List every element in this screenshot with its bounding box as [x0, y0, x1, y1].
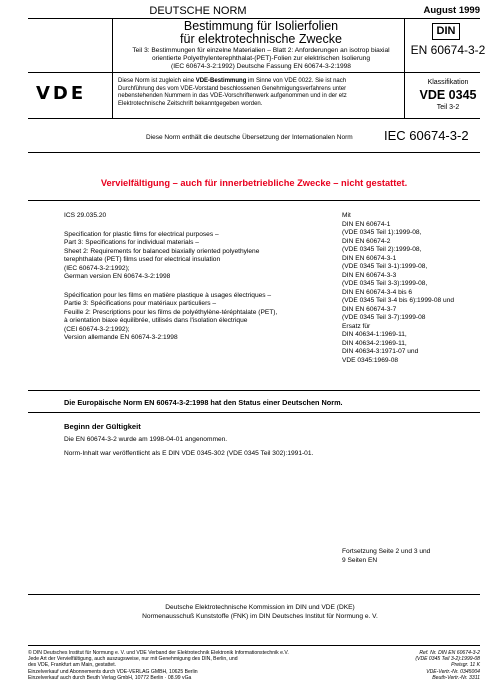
continuation-line: Fortsetzung Seite 2 und 3 und	[342, 548, 431, 555]
validity-heading: Beginn der Gültigkeit	[64, 422, 141, 431]
din-logo: DIN	[432, 23, 460, 40]
footer-ref-line: (VDE 0345 Teil 3-2):1999-08	[415, 656, 480, 663]
committee-line-2: Normenausschuß Kunststoffe (FNK) im DIN Deutsches Institut für Normung e. V.	[142, 612, 378, 620]
footer-line: Einzelverkauf und Abonnements durch VDE-VERLAG GMBH, 10625 Berlin	[28, 668, 198, 675]
replacement-line: (VDE 0345 Teil 1):1999-08,	[342, 229, 422, 236]
title-line-1: Bestimmung für Isolierfolien	[183, 19, 339, 33]
english-line: terephthalate (PET) films used for electrical insulation	[64, 256, 221, 263]
french-line: (CEI 60674-3-2:1992);	[64, 325, 130, 333]
subtitle-line-2: orientierte Polyethylenterephthalat-(PET)-Folien zur elektrischen Isolierung	[151, 55, 371, 62]
replacement-line: DIN EN 60674-3-1	[342, 254, 397, 262]
footer-line: © DIN Deutsches Institut für Normung e. V. und VDE Verband der Elektrotechnik Elektronik Informationstechnik e.V.	[28, 650, 289, 656]
replacement-line: DIN 40634-3:1971-07 und	[342, 348, 419, 355]
committee-block	[100, 604, 420, 621]
validity-line-1: Die EN 60674-3-2 wurde am 1998-04-01 angenommen.	[64, 436, 228, 443]
vde-note-line-3: nebenstehenden Nummern in das VDE-Vorschriftenwerk aufgenommen und in der etz	[118, 93, 347, 100]
vde-note-line-4: Elektrotechnische Zeitschrift bekanntgegeben worden.	[118, 100, 263, 107]
replacement-line: DIN EN 60674-2	[342, 237, 391, 245]
vde-note	[118, 78, 400, 108]
vde-bottom-rule	[28, 118, 480, 119]
subtitle	[118, 47, 404, 71]
title-divider-right	[404, 18, 405, 118]
english-line: Part 3: Specifications for individual materials –	[64, 239, 199, 246]
iec-number: IEC 60674-3-2	[384, 128, 469, 143]
footer-top-rule	[28, 645, 480, 646]
committee-top-rule	[28, 594, 480, 595]
title-divider-left	[112, 18, 113, 118]
replacement-line: (VDE 0345 Teil 3-3):1999-08,	[342, 280, 428, 287]
french-line: Spécification pour les films en matière plastique à usages électriques –	[64, 291, 272, 299]
replacement-line: DIN 40634-2:1969-11,	[342, 339, 407, 347]
subtitle-line-3: (IEC 60674-3-2:1992) Deutsche Fassung EN 60674-3-2:1998	[171, 63, 351, 70]
english-title	[64, 231, 334, 282]
replacement-line: (VDE 0345 Teil 2):1999-08,	[342, 246, 422, 253]
replacement-line: (VDE 0345 Teil 3-1):1999-08,	[342, 263, 428, 270]
vde-note-pre: Diese Norm ist zugleich eine	[118, 78, 196, 84]
replacement-line: DIN EN 60674-3-3	[342, 271, 397, 279]
french-line: Version allemande EN 60674-3-2:1998	[64, 334, 178, 341]
title-block	[118, 20, 404, 71]
warning-bottom-rule	[28, 200, 480, 201]
footer-ref-line: Ref. Nr. DIN EN 60674-3-2	[419, 650, 480, 656]
replacement-line: DIN EN 60674-3-7	[342, 305, 397, 313]
footer-copyright	[28, 650, 289, 681]
content-bottom-rule	[28, 390, 480, 391]
subtitle-line-1: Teil 3: Bestimmungen für einzelne Materialien – Blatt 2: Anforderungen an isotrop biaxial	[132, 47, 390, 54]
left-column	[64, 212, 334, 353]
footer-ref-line: VDE-Vertr.-Nr. 0345004	[426, 668, 480, 675]
replacement-line: DIN 40634-1:1969-11,	[342, 331, 407, 338]
vde-logo: VDE	[36, 83, 87, 104]
continuation-note	[342, 548, 430, 565]
title-line-2: für elektrotechnische Zwecke	[180, 32, 342, 46]
right-column-replacements	[342, 212, 482, 365]
french-line: Partie 3: Spécifications pour matériaux particuliers –	[64, 300, 217, 307]
english-line: Sheet 2: Requirements for balanced biaxially oriented polyethylene	[64, 247, 260, 255]
replacement-line: (VDE 0345 Teil 3-7):1999-08	[342, 314, 426, 321]
vde-note-post: im Sinne von VDE 0022. Sie ist nach	[246, 78, 347, 84]
klassifikation-number: VDE 0345	[419, 88, 477, 102]
klassifikation-teil: Teil 3-2	[436, 104, 460, 111]
french-title	[64, 292, 334, 343]
status-statement: Die Europäische Norm EN 60674-3-2:1998 hat den Status einer Deutschen Norm.	[64, 398, 343, 407]
footer-line: Einzelverkauf auch durch Beuth Verlag GmbH, 10772 Berlin · 08.99 vGa	[28, 674, 192, 681]
title-bottom-rule	[28, 72, 480, 73]
replacement-line: (VDE 0345 Teil 3-4 bis 6):1999-08 und	[342, 297, 455, 304]
klassifikation-label: Klassifikation	[427, 79, 469, 86]
din-standard-number: EN 60674-3-2	[410, 43, 486, 57]
replacement-line: DIN EN 60674-1	[342, 220, 391, 228]
footer-line: Jede Art der Vervielfältigung, auch auszugsweise, nur mit Genehmigung des DIN, Berlin, und	[28, 656, 238, 663]
footer-ref-line: Preisgr. 11 K	[451, 662, 480, 669]
issue-date: August 1999	[423, 5, 480, 16]
french-line: à orientation biaxe équilibrée, utilisés dans l'isolation électrique	[64, 317, 248, 324]
vde-note-line-2: Durchführung des vom VDE-Vorstand beschlossenen Genehmigungsverfahrens unter	[118, 85, 347, 92]
copy-warning: Vervielfältigung – auch für innerbetriebliche Zwecke – nicht gestattet.	[100, 178, 408, 188]
english-line: (IEC 60674-3-2:1992);	[64, 264, 130, 272]
status-bottom-rule	[28, 412, 480, 413]
replacement-line: Mit	[342, 212, 351, 219]
english-line: Specification for plastic films for electrical purposes –	[64, 230, 219, 238]
iec-note: Diese Norm enthält die deutsche Übersetzung der Internationalen Norm	[146, 134, 353, 141]
continuation-line: 9 Seiten EN	[342, 556, 378, 564]
ics-code: ICS 29.035.20	[64, 212, 107, 219]
vde-note-bold: VDE-Bestimmung	[195, 78, 247, 84]
english-line: German version EN 60674-3-2:1998	[64, 273, 171, 280]
replacement-line: Ersatz für	[342, 322, 371, 330]
committee-line-1: Deutsche Elektrotechnische Kommission im DIN und VDE (DKE)	[165, 604, 355, 611]
norm-type: DEUTSCHE NORM	[149, 5, 247, 17]
footer-line: des VDE, Frankfurt am Main, gestattet.	[28, 662, 117, 669]
footer-ref-line: Beuth-Vertr.-Nr. 3311	[432, 674, 480, 681]
replacement-line: DIN EN 60674-3-4 bis 6	[342, 288, 413, 296]
iec-bottom-rule	[28, 152, 480, 153]
french-line: Feuille 2: Prescriptions pour les films de polyéthylène-téréphtalate (PET),	[64, 308, 278, 316]
replacement-line: VDE 0345:1969-08	[342, 356, 399, 364]
validity-line-2: Norm-Inhalt war veröffentlicht als E DIN VDE 0345-302 (VDE 0345 Teil 302):1991-01.	[64, 450, 314, 457]
footer-reference	[380, 650, 480, 681]
